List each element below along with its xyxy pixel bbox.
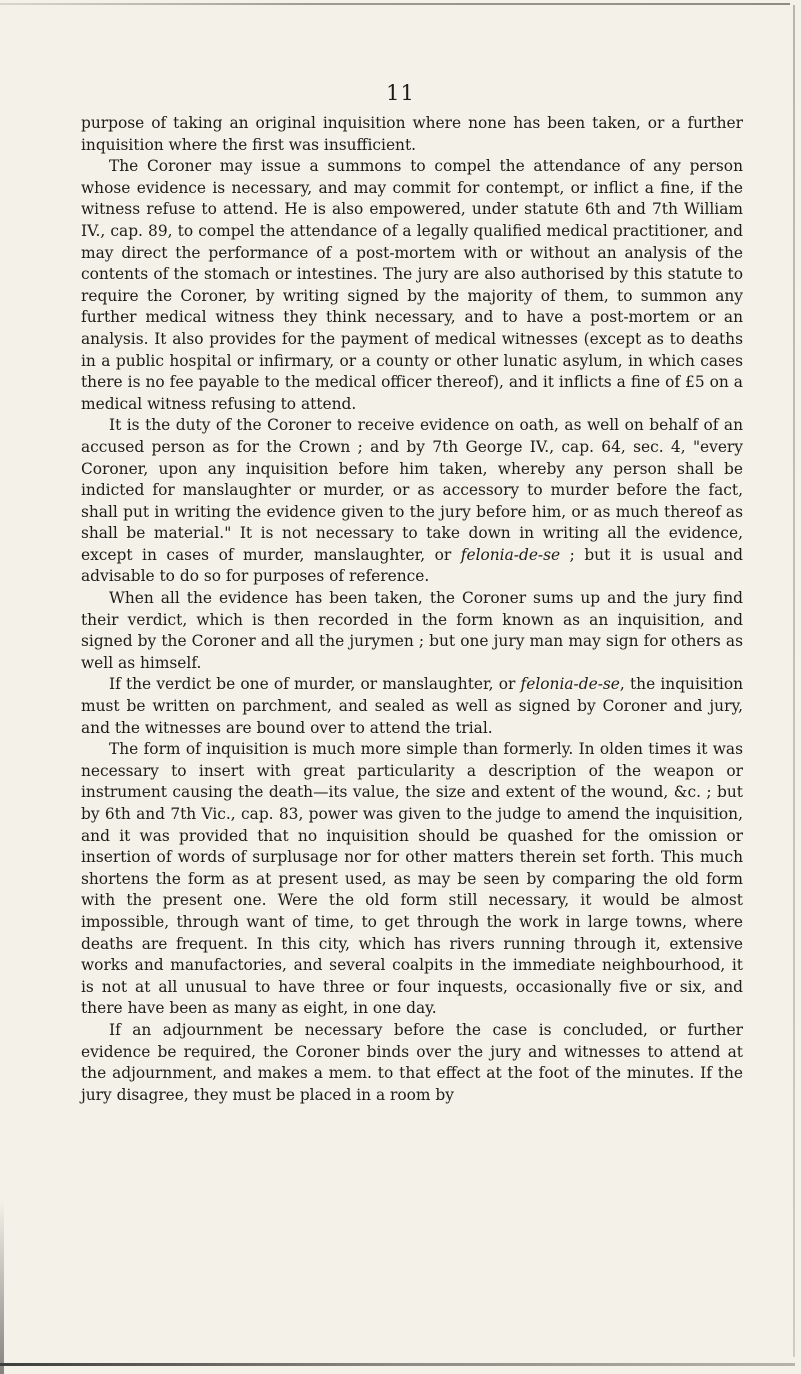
paragraph-3-text-a: It is the duty of the Coroner to receive evidence on oath, as well on behalf of an accused person as for the Crown ; and by 7th George IV., cap. 64, sec. 4, "every Coroner, upon any inquisition before him taken, whereby any person shall be indicted for manslaughter or murder, or as accessory to murder before the fact, shall put in writing the evidence given to the jury before him, or as much thereof as shall be material." It is not necessary to take down in writing all the evidence, except in cases of murder, manslaughter, or [81,416,743,564]
paragraph-6: The form of inquisition is much more simple than formerly. In olden times it was necessary to insert with great particularity a description of the weapon or instrument causing the death—its value, the size and extent of the wound, &c. ; but by 6th and 7th Vic., cap. 83, power was given to the judge to amend the inquisition, and it was provided that no inquisition should be quashed for the omission or insertion of words of surplusage nor for other matters therein set forth. This much shortens the form as at present used, as may be seen by comparing the old form with the present one. Were the old form still necessary, it would be almost impossible, through want of time, to get through the work in large towns, where deaths are frequent. In this city, which has rivers running through it, extensive works and manufactories, and several coalpits in the immediate neighbourhood, it is not at all unusual to have three or four inquests, occasionally five or six, and there have been as many as eight, in one day. [81,740,743,1018]
paragraph-1: purpose of taking an original inquisition where none has been taken, or a further inquisition where the first was insufficient. [81,114,743,154]
top-edge-rule [0,3,790,5]
paragraph-4: When all the evidence has been taken, the Coroner sums up and the jury find their verdict, which is then recorded in the form known as an inquisition, and signed by the Coroner and all the jurymen ; but one jury man may sign for others as well as himself. [81,589,743,672]
paragraph-5-italic: felonia-de-se [520,675,620,694]
binding-shadow [0,1200,4,1374]
paragraph-5-text-a: If the verdict be one of murder, or manslaughter, or [109,675,516,694]
bottom-edge-rule [0,1363,795,1366]
paragraph-3-text-b: ; but it is usual and advisable to do so for purposes of reference. [81,545,743,586]
body-text [81,113,743,1106]
paragraph-3-italic: felonia-de-se [460,545,561,564]
paragraph-7: If an adjournment be necessary before the case is concluded, or further evidence be required, the Coroner binds over the jury and witnesses to attend at the adjournment, and makes a mem. to that effect at the foot of the minutes. If the jury disagree, they must be placed in a room by [81,1020,743,1104]
paragraph-5-text-b: , the inquisition must be written on parchment, and sealed as well as signed by Coroner and jury, and the witnesses are bound over to attend the trial. [81,675,743,737]
paragraph-5 [81,674,743,739]
page-number: 11 [386,81,415,105]
right-page-edge [793,5,795,1357]
paragraph-3 [81,415,743,588]
paragraph-2: The Coroner may issue a summons to compel the attendance of any person whose evidence is necessary, and may commit for contempt, or inflict a fine, if the witness refuse to attend. He is also empowered, under statute 6th and 7th William IV., cap. 89, to compel the attendance of a legally qualified medical practitioner, and may direct the performance of a post-mortem with or without an analysis of the contents of the stomach or intestines. The jury are also authorised by this statute to require the Coroner, by writing signed by the majority of them, to summon any further medical witness they think necessary, and to have a post-mortem or an analysis. It also provides for the payment of medical witnesses (except as to deaths in a public hospital or infirmary, or a county or other lunatic asylum, in which cases there is no fee payable to the medical officer thereof), and it inflicts a fine of £5 on a medical witness refusing to attend. [81,157,743,413]
